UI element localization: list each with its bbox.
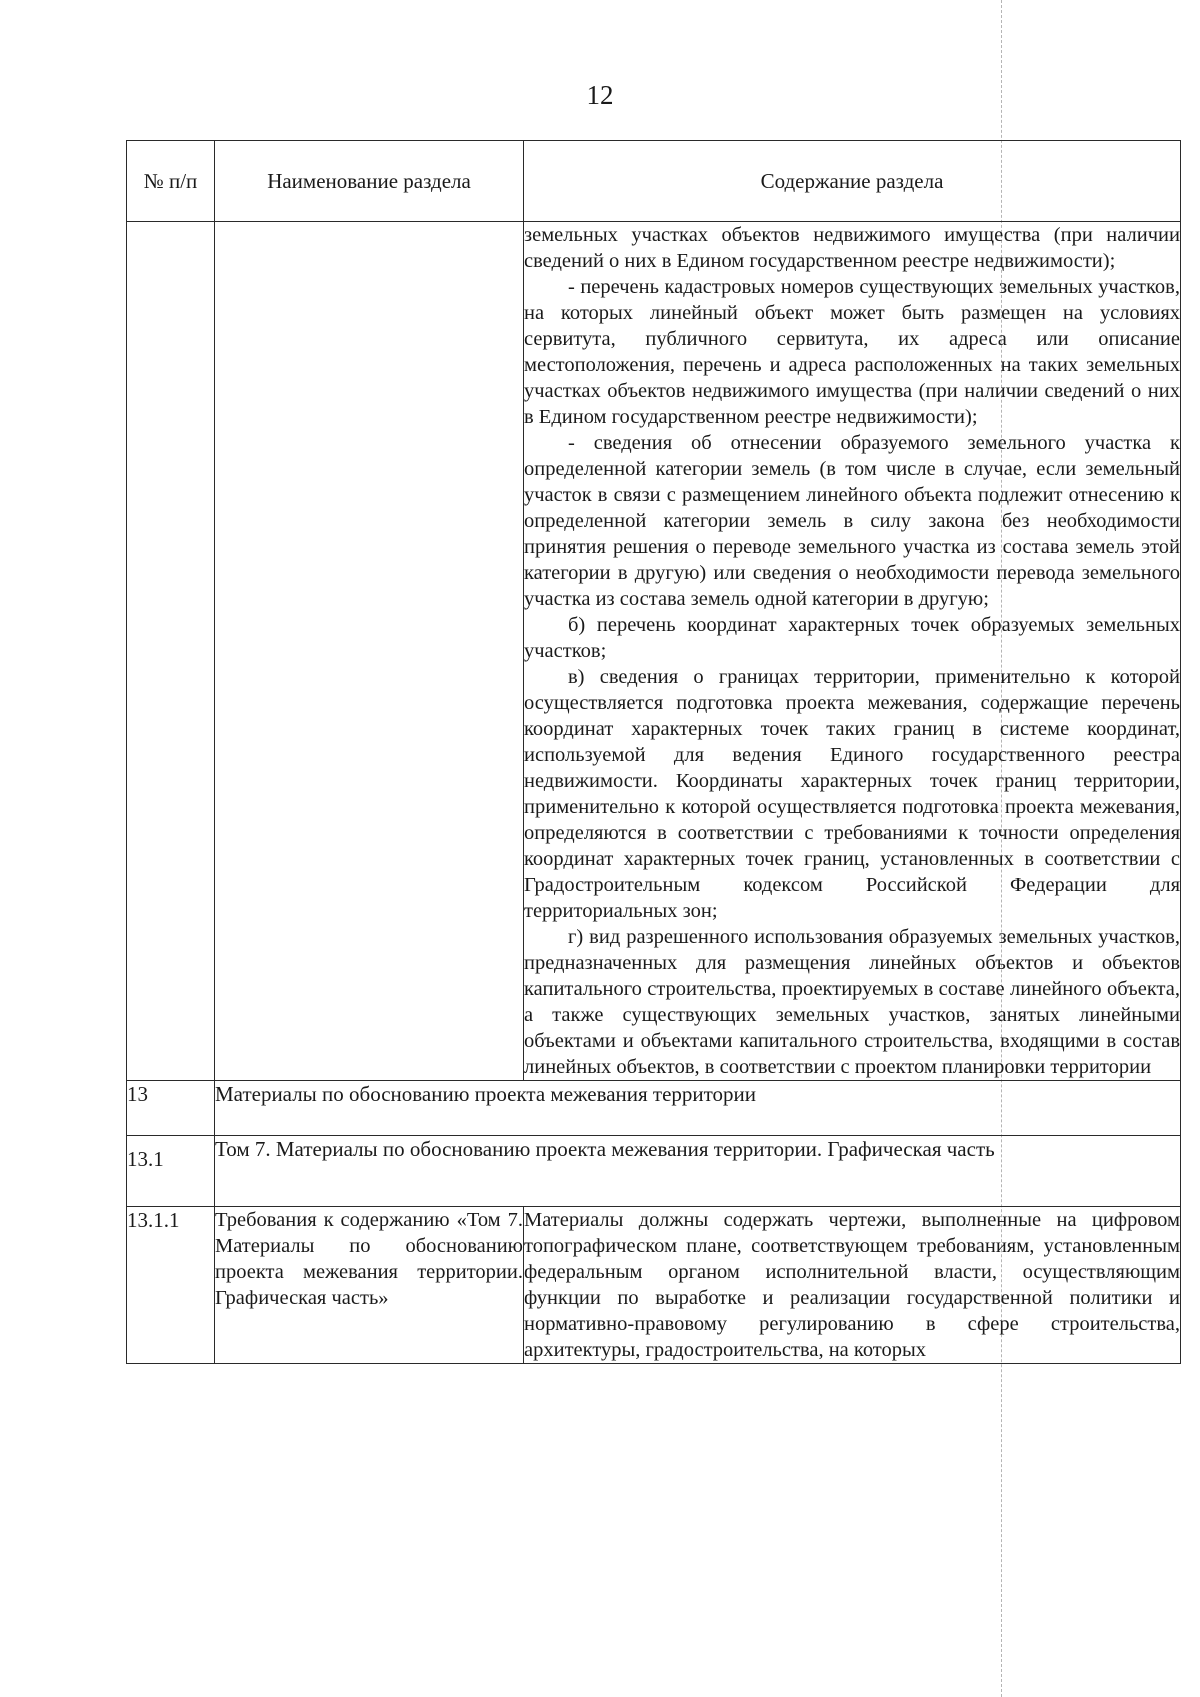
section-title: Материалы по обоснованию проекта межевания территории [215,1081,1181,1136]
table-row-continuation [127,222,1181,1081]
continuation-content-cell [524,222,1181,1081]
table-row-13-1 [127,1136,1181,1207]
header-number: № п/п [127,141,215,222]
row-number: 13.1 [127,1136,215,1207]
paragraph: земельных участках объектов недвижимого имущества (при наличии сведений о них в Едином государственном реестре недвижимости); [524,224,1180,272]
table-header-row [127,141,1181,222]
requirement-content: Материалы должны содержать чертежи, выполненные на цифровом топографическом плане, соответствующем требованиям, установленным федеральным органом исполнительной власти, осуществляющим функции по выработке и реализации государственной политики и нормативно-правовому регулированию в сфере строительства, архитектуры, градостроительства, на которых [524,1209,1180,1361]
continuation-name-cell [215,222,524,1081]
paragraph: в) сведения о границах территории, применительно к которой осуществляется подготовка проекта межевания, содержащие перечень координат характерных точек таких границ в системе координат, используемой для ведения Единого государственного реестра недвижимости. Координаты характерных точек границ территории, применительно к которой осуществляется подготовка проекта межевания, определяются в соответствии с требованиями к точности определения координат характерных точек границ, установленных в соответствии с Градостроительным кодексом Российской Федерации для территориальных зон; [524,666,1180,922]
requirement-content-cell [524,1207,1181,1364]
requirement-name: Требования к содержанию «Том 7. Материалы по обоснованию проекта межевания территории. Графическая часть» [215,1209,523,1309]
document-table [126,140,1181,1364]
table-row-13-1-1 [127,1207,1181,1364]
header-name: Наименование раздела [215,141,524,222]
requirement-name-cell [215,1207,524,1364]
row-number: 13.1.1 [127,1207,215,1364]
paragraph: г) вид разрешенного использования образуемых земельных участков, предназначенных для размещения линейных объектов и объектов капитального строительства, проектируемых в составе линейного объекта, а также существующих земельных участков, занятых линейными объектами и объектами капитального строительства, входящими в состав линейных объектов, в соответствии с проектом планировки территории [524,926,1180,1078]
paragraph: - перечень кадастровых номеров существующих земельных участков, на которых линейный объект может быть размещен на условиях сервитута, публичного сервитута, их адреса или описание местоположения, перечень и адреса расположенных на таких земельных участках объектов недвижимого имущества (при наличии сведений о них в Едином государственном реестре недвижимости); [524,276,1180,428]
continuation-number-cell [127,222,215,1081]
row-number: 13 [127,1081,215,1136]
section-title: Том 7. Материалы по обоснованию проекта межевания территории. Графическая часть [215,1136,1181,1207]
table-row-13 [127,1081,1181,1136]
page-number: 12 [586,80,614,110]
header-content: Содержание раздела [524,141,1181,222]
paragraph: б) перечень координат характерных точек образуемых земельных участков; [524,614,1180,662]
paragraph: - сведения об отнесении образуемого земельного участка к определенной категории земель (в том числе в случае, если земельный участок в связи с размещением линейного объекта подлежит отнесению к определенной категории земель в силу закона без необходимости принятия решения о переводе земельного участка из состава земель этой категории в другую) или сведения о необходимости перевода земельного участка из состава земель одной категории в другую; [524,432,1180,610]
